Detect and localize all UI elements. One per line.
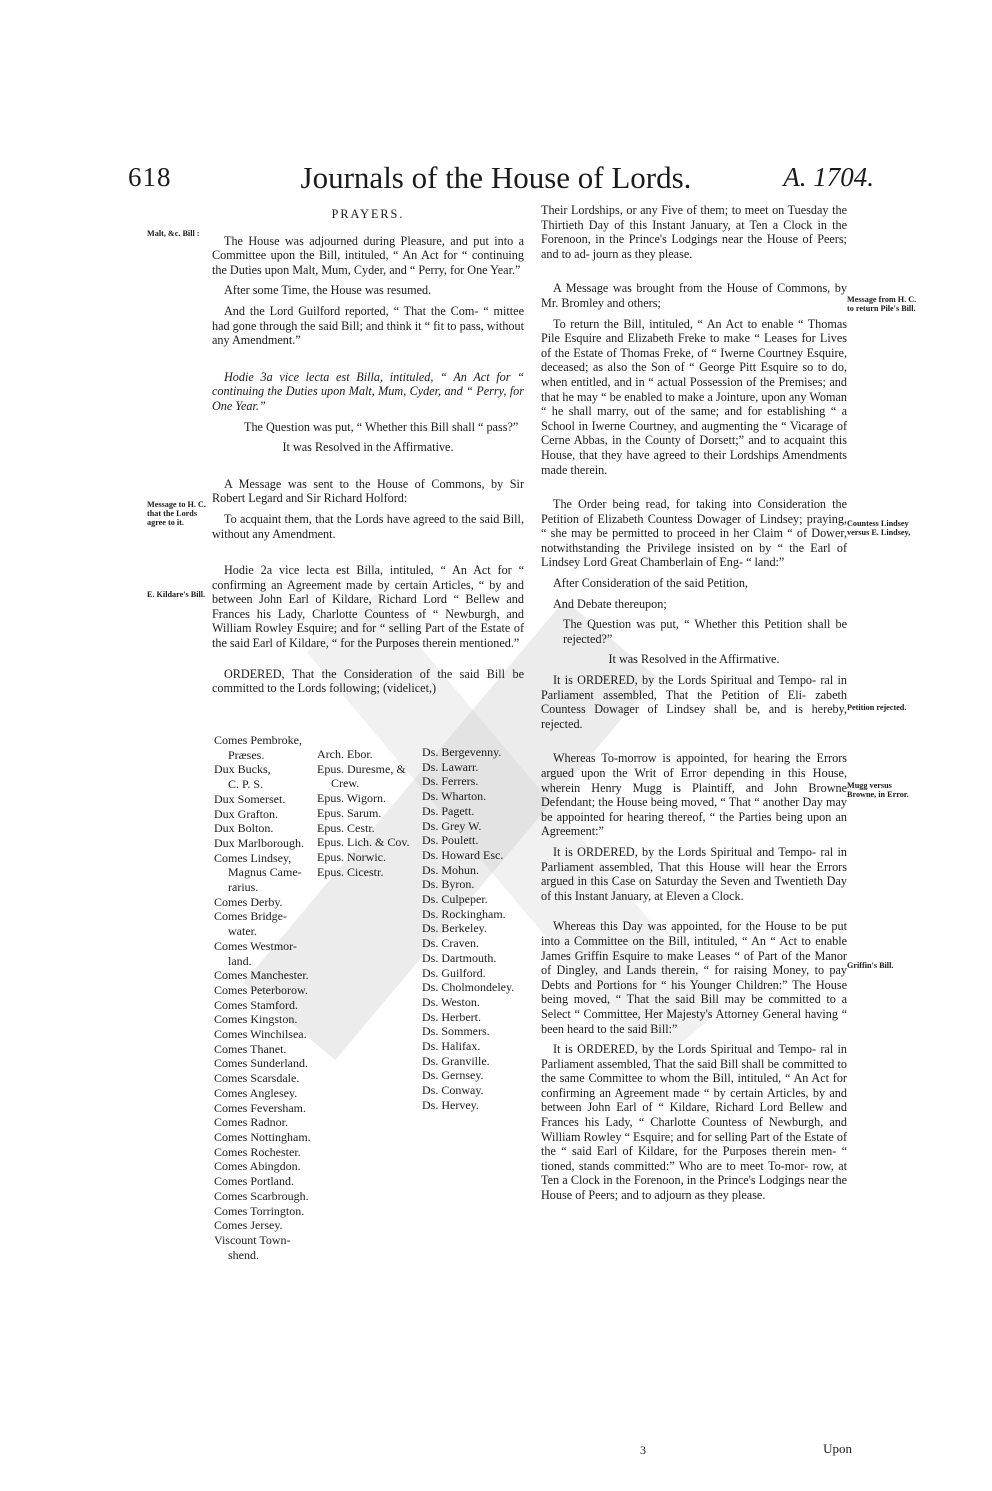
lord-entry: Ds. Poulett. <box>422 833 479 848</box>
lord-entry: Ds. Halifax. <box>422 1039 481 1054</box>
lord-entry: Epus. Sarum. <box>317 805 382 820</box>
lord-entry: Comes Portland. <box>214 1174 294 1189</box>
lord-entry: Dux Bolton. <box>214 821 274 836</box>
lord-entry: Comes Feversham. <box>214 1100 306 1115</box>
lord-entry: Ds. Ferrers. <box>422 774 479 789</box>
lord-entry: Ds. Pagett. <box>422 803 475 818</box>
lord-entry: Ds. Howard Esc. <box>422 847 504 862</box>
paragraph: The Order being read, for taking into Consideration the Petition of Elizabeth Countess Dowager of Lindsey; praying, “ she may be permitted to proceed in her Claim “ of Dower, notwithstanding the Privilege insisted on by “ the Earl of Lindsey Lord Great Chamberlain of Eng- “ land:” <box>541 497 847 570</box>
lord-entry: Ds. Berkeley. <box>422 921 487 936</box>
margin-note-message-from-hc: Message from H. C. to return Pile's Bill. <box>847 295 917 313</box>
lord-entry: Epus. Lich. & Cov. <box>317 835 410 850</box>
paragraph: To return the Bill, intituled, “ An Act to enable “ Thomas Pile Esquire and Elizabeth Freke to make “ Leases for Lives of the Estate of Thomas Freke, of “ Iwerne Courtney Esquire, deceased; as also the Son of “ George Pitt Esquire so to do, when entitled, and in “ actual Possession of the Premises; and that he may “ be enabled to make a Jointure, upon any Woman “ he shall marry, out of the same; and for establishing “ a School in Iwerne Courtney, and augmenting the “ Vicarage of Cerne Abbas, in the County of Dorsett;” and to acquaint this House, that they have agreed to their Lordships Amendments made therein. <box>541 316 847 477</box>
margin-note-message-hc: Message to H. C. that the Lords agree to it. <box>147 500 206 527</box>
paragraph: The House was adjourned during Pleasure, and put into a Committee upon the Bill, intituled, “ An Act for “ continuing the Duties upon Malt, Mum, Cyder, and “ Perry, for One Year.” <box>212 233 524 277</box>
lord-entry: Dux Marlborough. <box>214 835 304 850</box>
lord-entry: Comes Nottingham. <box>214 1129 311 1144</box>
lord-entry: Ds. Granville. <box>422 1053 490 1068</box>
paragraph: After some Time, the House was resumed. <box>224 283 432 298</box>
lord-entry: shend. <box>228 1247 259 1262</box>
paragraph: Hodie 2a vice lecta est Billa, intituled, “ An Act for “ confirming an Agreement made by certain Articles, “ by and between John Earl of Kildare, Richard Lord “ Bellew and Frances his Lady, Charlotte Countess of “ Newburgh, and William Rowley Esquire; and for “ selling Part of the Estate of the said Earl of Kildare, “ for the Purposes therein mentioned.” <box>212 563 524 651</box>
list-episcopi <box>317 747 410 879</box>
paragraph: It is ORDERED, by the Lords Spiritual and Tempo- ral in Parliament assembled, That the said Bill shall be committed to the same Committee to whom the Bill, intituled, “ An Act for confirming an Agreement made “ by certain Articles, by and between John Earl of “ Kildare, Richard Lord Bellew and Frances his Lady, “ Charlotte Countess of Newburgh, and William Rowley “ Esquire; and for selling Part of the Estate of the “ said Earl of Kildare, for the Purposes therein men- “ tioned, stands committed:” Who are to meet To-mor- row, at Ten a Clock in the Forenoon, in the Prince's Lodgings near the House of Peers; and to adjourn as they please. <box>541 1042 847 1203</box>
lord-entry: Ds. Craven. <box>422 936 479 951</box>
lord-entry: Comes Stamford. <box>214 997 298 1012</box>
lord-entry: Crew. <box>331 776 360 791</box>
signature-mark: 3 <box>640 1443 646 1457</box>
lord-entry: Comes Peterborow. <box>214 982 308 997</box>
lord-entry: Epus. Wigorn. <box>317 791 386 806</box>
lord-entry: Ds. Cholmondeley. <box>422 980 515 995</box>
lord-entry: Comes Abingdon. <box>214 1159 301 1174</box>
lord-entry: Comes Radnor. <box>214 1115 288 1130</box>
lord-entry: Comes Derby. <box>214 894 283 909</box>
lord-entry: Magnus Came- <box>228 865 302 880</box>
lord-entry: Ds. Dartmouth. <box>422 950 497 965</box>
paragraph: It was Resolved in the Affirmative. <box>608 652 780 667</box>
paragraph: And Debate thereupon; <box>553 596 667 611</box>
lord-entry: Comes Lindsey, <box>214 850 292 865</box>
lord-entry: Comes Pembroke, <box>214 733 302 747</box>
lord-entry: Dux Somerset. <box>214 791 286 806</box>
lord-entry: water. <box>228 924 257 939</box>
margin-note-petition-rejected: Petition rejected. <box>847 703 907 712</box>
margin-note-countess-lindsey: Countess Lindsey versus E. Lindsey, <box>847 519 911 537</box>
margin-note-malt-bill: Malt, &c. Bill : <box>147 229 200 238</box>
lord-entry: Comes Westmor- <box>214 938 297 953</box>
lord-entry: Comes Sunderland. <box>214 1056 308 1071</box>
catchword: Upon <box>823 1441 852 1456</box>
margin-note-griffins-bill: Griffin's Bill. <box>847 961 894 970</box>
lord-entry: Ds. Byron. <box>422 877 475 892</box>
section-heading: PRAYERS. <box>331 207 405 221</box>
lord-entry: Ds. Conway. <box>422 1083 484 1098</box>
lord-entry: Comes Anglesey. <box>214 1085 298 1100</box>
paragraph: To acquaint them, that the Lords have agreed to the said Bill, without any Amendment. <box>212 511 524 541</box>
lord-entry: Epus. Duresme, & <box>317 761 406 776</box>
paragraph: A Message was sent to the House of Commons, by Sir Robert Legard and Sir Richard Holford: <box>212 476 524 506</box>
right-column <box>541 203 847 1209</box>
lord-entry: Epus. Cicestr. <box>317 864 384 879</box>
lord-entry: Comes Thanet. <box>214 1041 287 1056</box>
paragraph: The Question was put, “ Whether this Petition shall be rejected?” <box>563 617 847 646</box>
paragraph: The Question was put, “ Whether this Bill shall “ pass?” <box>244 419 519 434</box>
lord-entry: Ds. Culpeper. <box>422 892 488 907</box>
lord-entry: Præses. <box>228 747 265 762</box>
page-number: 618 <box>128 162 172 192</box>
lord-entry: Arch. Ebor. <box>317 747 373 761</box>
paragraph: Their Lordships, or any Five of them; to meet on Tuesday the Thirtieth Day of this Instant January, at Ten a Clock in the Forenoon, in the Prince's Lodgings near the House of Peers; and to ad- journ as they please. <box>541 203 847 261</box>
lord-entry: Comes Torrington. <box>214 1203 305 1218</box>
paragraph: ORDERED, That the Consideration of the said Bill be committed to the Lords following; (videlicet,) <box>212 666 524 696</box>
lord-entry: Comes Kingston. <box>214 1012 298 1027</box>
lord-entry: Comes Jersey. <box>214 1218 283 1233</box>
lord-entry: Comes Bridge- <box>214 909 287 924</box>
lord-entry: Ds. Grey W. <box>422 818 482 833</box>
left-column <box>212 207 524 702</box>
paragraph: And the Lord Guilford reported, “ That the Com- “ mittee had gone through the said Bill; and think it “ fit to pass, without any Amendment.” <box>212 303 524 348</box>
lord-entry: Epus. Norwic. <box>317 849 386 864</box>
lord-entry: Comes Scarbrough. <box>214 1188 309 1203</box>
lord-entry: Comes Rochester. <box>214 1144 301 1159</box>
lord-entry: Dux Grafton. <box>214 806 278 821</box>
page-title: Journals of the House of Lords. <box>300 160 692 195</box>
lord-entry: Viscount Town- <box>214 1232 291 1247</box>
lord-entry: Comes Winchilsea. <box>214 1027 307 1042</box>
page-year: A. 1704. <box>783 162 874 192</box>
lord-entry: land. <box>228 953 252 968</box>
lord-entry: Ds. Mohun. <box>422 862 480 877</box>
lord-entry: rarius. <box>228 880 259 895</box>
lord-entry: Ds. Herbert. <box>422 1009 481 1024</box>
lord-entry: Ds. Lawarr. <box>422 759 479 774</box>
paragraph: After Consideration of the said Petition, <box>553 576 748 591</box>
paragraph: It is ORDERED, by the Lords Spiritual and Tempo- ral in Parliament assembled, That this House will hear the Errors argued in this Case on Saturday the Seven and Twentieth Day of this Instant January, at Eleven a Clock. <box>541 844 847 903</box>
lord-entry: Ds. Bergevenny. <box>422 745 502 759</box>
margin-note-mugg-browne: Mugg versus Browne, in Error. <box>847 781 909 799</box>
paragraph: A Message was brought from the House of Commons, by Mr. Bromley and others; <box>541 281 847 310</box>
lord-entry: Comes Manchester. <box>214 968 309 983</box>
lord-entry: Comes Scarsdale. <box>214 1071 300 1086</box>
paragraph: It is ORDERED, by the Lords Spiritual and Tempo- ral in Parliament assembled, That the Petition of Eli- zabeth Countess Dowager of Lindsey shall be, and is hereby, rejected. <box>541 673 847 731</box>
lord-entry: Ds. Sommers. <box>422 1024 490 1039</box>
lord-entry: Ds. Wharton. <box>422 789 487 804</box>
margin-note-kildare-bill: E. Kildare's Bill. <box>147 590 206 599</box>
paragraph: Whereas To-morrow is appointed, for hearing the Errors argued upon the Writ of Error depending in this House, wherein Henry Mugg is Plaintiff, and John Browne Defendant; the House being moved, “ That “ another Day may be appointed for hearing thereof, “ the Parties being upon an Agreement:” <box>541 751 847 839</box>
lord-entry: Ds. Gernsey. <box>422 1068 484 1083</box>
lord-entry: C. P. S. <box>228 777 264 792</box>
lord-entry: Ds. Rockingham. <box>422 906 506 921</box>
paragraph: Whereas this Day was appointed, for the House to be put into a Committee on the Bill, intituled, “ An “ Act to enable James Griffin Esquire to make Leases “ of Part of the Manor of Dingley, and Lands therein, “ for raising Money, to pay Debts and Portions for “ his Younger Children:” The House being moved, “ That the said Bill may be committed to a Select “ Committee, Her Majesty's Attorney General having “ been heard to the said Bill:” <box>541 919 847 1036</box>
lord-entry: Dux Bucks, <box>214 762 271 777</box>
paragraph: It was Resolved in the Affirmative. <box>282 440 454 455</box>
list-domini <box>422 745 514 1113</box>
lord-entry: Ds. Hervey. <box>422 1097 479 1112</box>
lord-entry: Ds. Guilford. <box>422 965 486 980</box>
paragraph: Hodie 3a vice lecta est Billa, intituled, “ An Act for “ continuing the Duties upon Malt, Mum, Cyder, and “ Perry, for One Year.” <box>212 369 524 413</box>
list-comes <box>214 733 311 1262</box>
lord-entry: Epus. Cestr. <box>317 820 375 835</box>
lord-entry: Ds. Weston. <box>422 994 480 1009</box>
